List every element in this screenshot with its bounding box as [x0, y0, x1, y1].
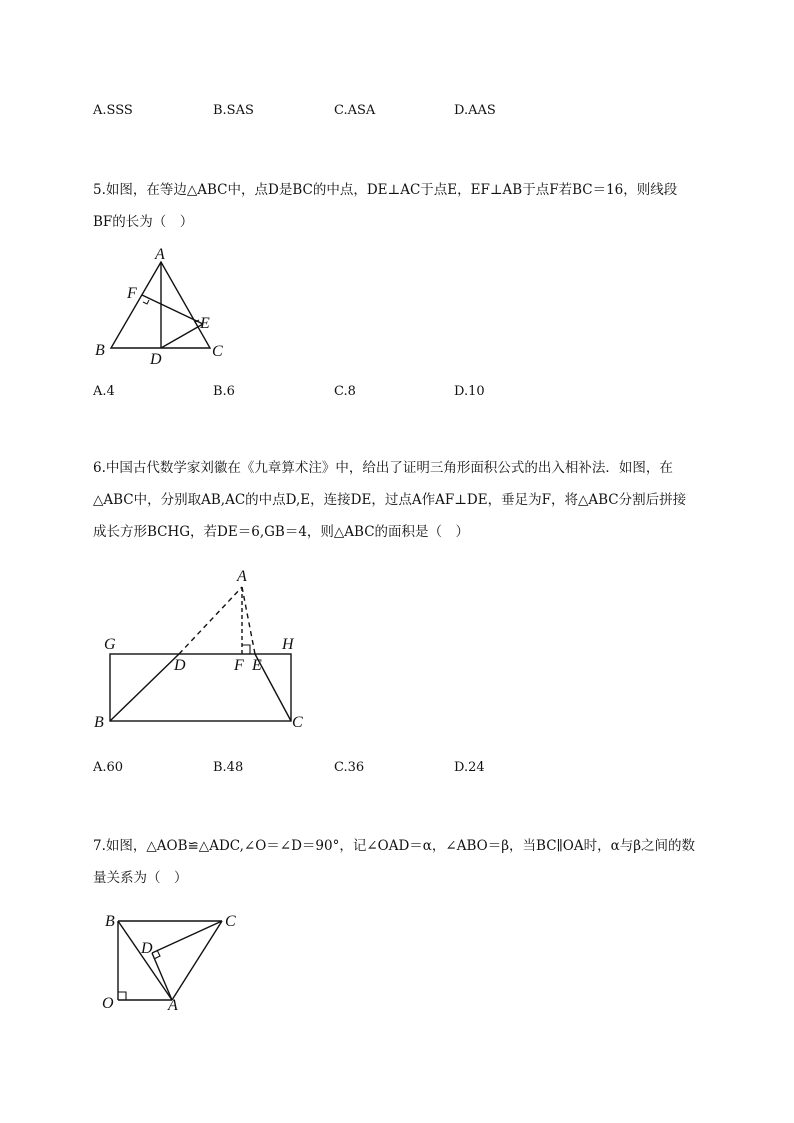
- q7-label-a: A: [168, 997, 178, 1014]
- q6-option-c[interactable]: C.36: [334, 760, 365, 775]
- q4-option-a[interactable]: A.SSS: [93, 103, 133, 118]
- q7-label-o: O: [102, 995, 114, 1012]
- q5-options: [93, 384, 593, 402]
- q5-label-d: D: [150, 351, 162, 368]
- q6-figure: [88, 560, 318, 740]
- q6-options: [93, 760, 593, 778]
- q6-label-e: E: [252, 657, 262, 674]
- q7-stem-line2: 量关系为（ ）: [93, 870, 188, 886]
- q5-option-c[interactable]: C.8: [334, 384, 356, 399]
- q6-stem-line1: 6.中国古代数学家刘徽在《九章算术注》中，给出了证明三角形面积公式的出入相补法．如图，在: [93, 460, 673, 476]
- q5-label-f: F: [127, 285, 137, 302]
- q7-stem: [93, 830, 703, 894]
- q6-stem: [93, 452, 703, 548]
- q5-label-a: A: [155, 246, 165, 263]
- q6-label-c: C: [292, 714, 303, 731]
- q5-label-e: E: [200, 315, 210, 332]
- q4-options: [93, 103, 593, 121]
- q5-label-b: B: [95, 342, 105, 359]
- q6-label-g: G: [104, 636, 116, 653]
- q5-figure: [88, 240, 248, 370]
- q7-figure: [96, 905, 256, 1020]
- q5-label-c: C: [212, 343, 223, 360]
- q6-label-f: F: [234, 657, 244, 674]
- q5-stem-line1: 5.如图，在等边△ABC中，点D是BC的中点，DE⊥AC于点E，EF⊥AB于点F若BC＝16，则线段: [93, 182, 678, 198]
- q7-label-d: D: [141, 940, 153, 957]
- q6-option-b[interactable]: B.48: [213, 760, 244, 775]
- q5-option-b[interactable]: B.6: [213, 384, 235, 399]
- q6-label-d: D: [174, 657, 186, 674]
- q5-option-a[interactable]: A.4: [93, 384, 115, 399]
- q6-label-a: A: [237, 568, 247, 585]
- q5-stem: [93, 174, 703, 238]
- q6-option-a[interactable]: A.60: [93, 760, 124, 775]
- q5-stem-line2: BF的长为（ ）: [93, 214, 194, 230]
- q5-option-d[interactable]: D.10: [454, 384, 485, 399]
- q6-label-h: H: [282, 636, 294, 653]
- q7-stem-line1: 7.如图，△AOB≌△ADC,∠O＝∠D＝90°，记∠OAD＝α，∠ABO＝β，当BC∥OA时，α与β之间的数: [93, 838, 695, 854]
- q7-label-c: C: [225, 913, 236, 930]
- q4-option-d[interactable]: D.AAS: [454, 103, 496, 118]
- q4-option-b[interactable]: B.SAS: [213, 103, 254, 118]
- q6-label-b: B: [94, 714, 104, 731]
- q6-stem-line3: 成长方形BCHG，若DE＝6,GB＝4，则△ABC的面积是（ ）: [93, 524, 470, 540]
- q4-option-c[interactable]: C.ASA: [334, 103, 376, 118]
- q6-stem-line2: △ABC中，分别取AB,AC的中点D,E，连接DE，过点A作AF⊥DE，垂足为F，将△ABC分割后拼接: [93, 492, 687, 508]
- q7-label-b: B: [105, 913, 115, 930]
- q6-option-d[interactable]: D.24: [454, 760, 485, 775]
